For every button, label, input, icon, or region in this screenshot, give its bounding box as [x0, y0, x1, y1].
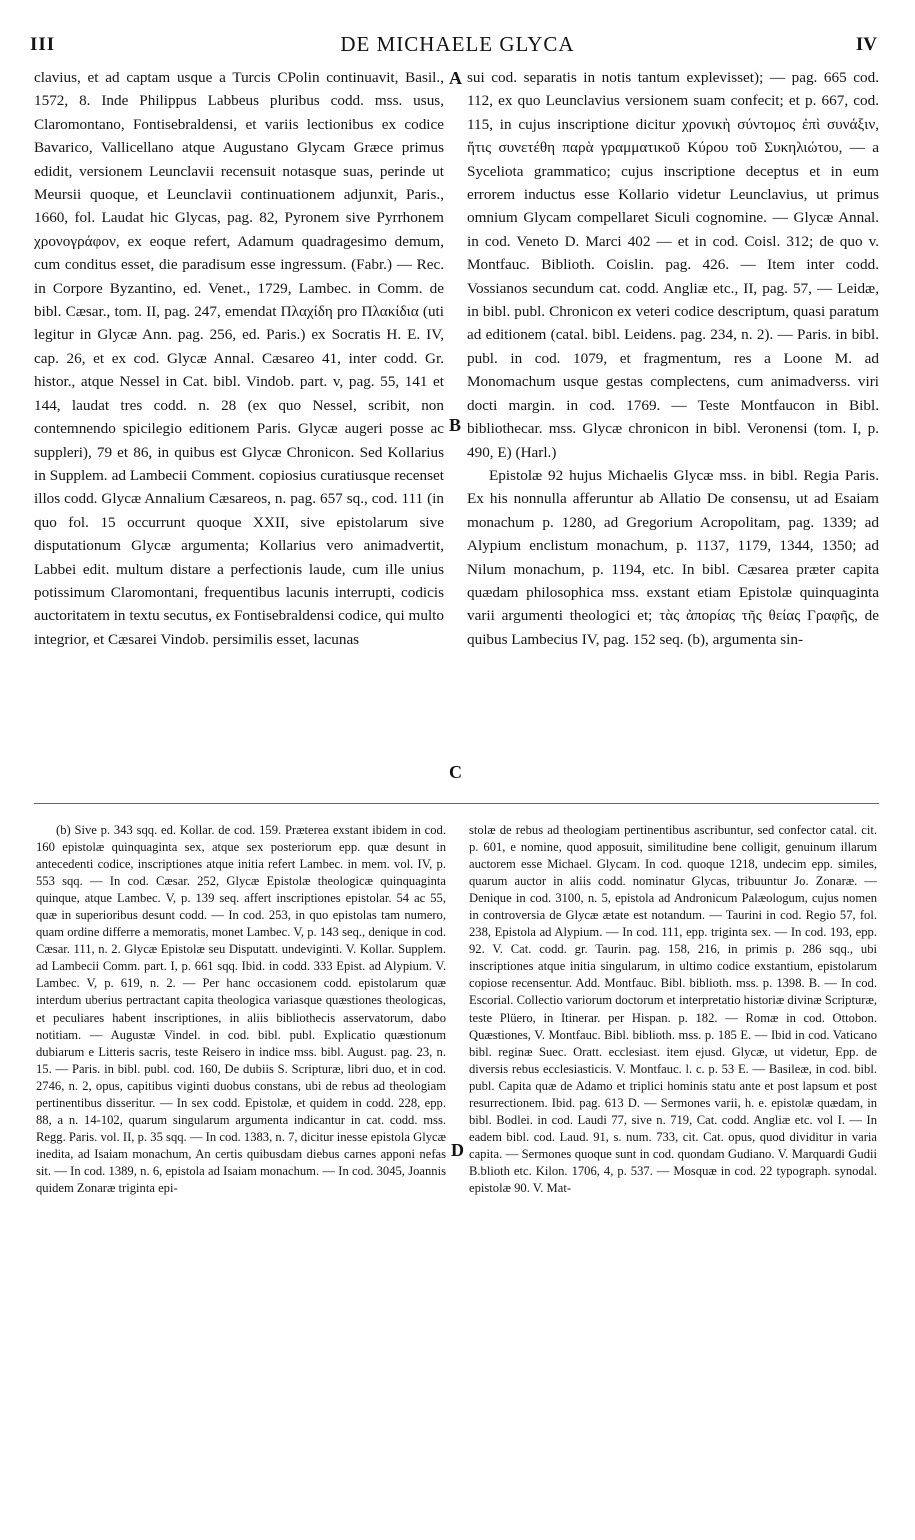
- page-number-left: III: [30, 34, 56, 55]
- body-paragraph: clavius, et ad captam usque a Turcis CPolin continuavit, Basil., 1572, 8. Inde Philippus Labbeus pluribus codd. mss. usus, Claromontano, Fontisebraldensi, et variis lectionibus ex codice Bavarico, Vallicellano atque Augustano Glycam Græce primus edidit, versionem Leunclavii recensuit notasque suas, perinde ut Meursii quoque, et Leunclavii continuationem adjunxit, Paris., 1660, fol. Laudat hic Glycas, pag. 82, Pyronem sive Pyrrhonem χρονογράφον, ex eoque refert, Adamum quadragesimo demum, cum conditus esset, die paradisum esse ingressum. (Fabr.) — Rec. in Corpore Byzantino, ed. Venet., 1729, Lambec. in Comm. de bibl. Cæsar., tom. II, pag. 247, emendat Πλαχίδη pro Πλακίδια (uti legitur in Glycæ Ann. pag. 256, ed. Paris.) ex Socratis H. E. IV, cap. 26, et ex cod. Glycæ Annal. Cæsareo 41, inter codd. Gr. histor., atque Nessel in Cat. bibl. Vindob. part. v, pag. 55, 141 et 144, laudat tres codd. n. 28 (ex quo Nessel, scribit, non contemnendo spicilegio editionem Paris. Glycæ augeri posse ac suppleri), 79 et 86, in quibus est Glycæ Chronicon. Sed Kollarius in Supplem. ad Lambecii Comment. copiosius curatiusque recenset illos codd. Glycæ Annalium Cæsareos, n. pag. 657 sq., cod. 111 (in quo fol. 15 occurrunt quoque XXII, sive epistolarum sive disputationum Glycæ argumenta; Kollarius vero animadvertit, Labbei edit. multum distare a perfectionis laude, cum ille unius potissimum Claromontani, frequentibus lacunis interrupti, codicis auctoritatem in textu secutus, ex Fontisebraldensi codice, qui multo integrior, et Cæsarei Vindob. persimilis esset, lacunas: [34, 69, 444, 648]
- running-title: DE MICHAELE GLYCA: [340, 32, 575, 56]
- body-paragraph: Epistolæ 92 hujus Michaelis Glycæ mss. in bibl. Regia Paris. Ex his nonnulla afferuntur ab Allatio De consensu, ut ad Esaiam monachum p. 1280, ad Gregorium Acropolitam, pag. 1339; ad Alypium enclistum monachum, p. 1137, 1179, 1344, 1350; ad Nilum monachum, p. 1194, etc. In bibl. Cæsarea præter capita quædam philosophica mss. exstant etiam Epistolæ quinquaginta varii argumenti theologici et; τὰς ἀπορίας τῆς θείας Γραφῆς, de quibus Lambecius IV, pag. 152 seq. (b), argumenta sin-: [467, 466, 879, 648]
- footnote-divider: [34, 803, 879, 804]
- footnote-column-right: [469, 822, 877, 1197]
- margin-letter-b: B: [449, 415, 462, 435]
- margin-letter-c: C: [449, 762, 462, 782]
- footnote-paragraph: stolæ de rebus ad theologiam pertinentibus ascribuntur, sed confector catal. cit. p. 601, e nomine, quod apposuit, similitudine bene colligit, genuinum illarum auctorem esse Michael. Glycam. In cod. quoque 1218, undecim epp. similes, quarum auctor in aliis codd. nominatur Glycas, tribuuntur Jo. Zonaræ. — Denique in cod. 3100, n. 5, epistola ad Andronicum Palæologum, cujus nomen in controversia de Glycæ ætate est notandum. — Taurini in cod. Regio 57, fol. 238, Epistola ad Alypium. — In cod. 111, epp. triginta sex. — In cod. 193, epp. 92. V. Cat. codd. gr. Taurin. pag. 158, 216, in primis p. 286 sqq., ubi inscriptiones atque initia singularum, in ultimo codice exstantium, epistolarum copiose recensentur. Add. Montfauc. Bibl. biblioth. mss. p. 1398. B. — In cod. Escorial. Collectio variorum doctorum et interpretatio historiæ divinæ Scripturæ, teste Plüero, in Itinerar. per Hispan. p. 182. — Romæ in cod. Ottobon. Quæstiones, V. Montfauc. Bibl. biblioth. mss. p. 185 E. — Ibid in cod. Vaticano bibl. reginæ Suec. Oratt. ecclesiast. item ejusd. Glycæ, ut videtur, Epp. de diversis rebus ecclesiasticis. V. Montfauc. l. c. p. 53 E. — Basileæ, in cod. bibl. publ. Capita quæ de Adamo et triplici hominis statu ante et post lapsum et post resurrectionem. Ibid. pag. 613 D. — Sermones varii, h. e. epistolæ quædam, in bibl. Bodlei. in cod. Laudi 77, sive n. 719, Cat. codd. Angliæ etc. vol I. — In eadem bibl. cod. Laud. 91, s. num. 733, cit. Cat. opus, quod dividitur in varia capita. — Sermones quoque sunt in cod. quondam Gudiano. V. Marquardi Gudii B.blioth etc. Kilon. 1706, 4, p. 537. — Mosquæ in cod. 22 typograph. synodal. epistolæ 90. V. Mat-: [469, 823, 877, 1195]
- running-header: [0, 30, 915, 64]
- margin-letter-a: A: [449, 68, 462, 88]
- footnote-paragraph: (b) Sive p. 343 sqq. ed. Kollar. de cod. 159. Præterea exstant ibidem in cod. 160 epistolæ quinquaginta sex, atque sex posteriorum epp. quæ desunt in antecedenti codice, inscriptiones atque initia refert Lambec. in mem. vol. IV, p. 553 sqq. — In cod. Cæsar. 252, Glycæ Epistolæ theologicæ quinquaginta quinque, atque Lambec. V, p. 139 seq. affert inscriptiones epistolar. 54 ac 55, quæ in superioribus desunt codd. — In cod. 253, in quo epistolas tam numero, quam ordine differre a memoratis, monet Lambec. V, p. 143 seq., denique in cod. Cæsar. 111, n. 2. Glycæ Epistolæ seu Disputatt. undeviginti. V. Kollar. Supplem. ad Lambecii Comm. part. I, p. 661 sqq. Ibid. in codd. 333 Epist. ad Alypium. V. Lambec. V, p. 619, n. 2. — Per hanc occasionem codd. epistolarum quæ interdum uberius pertractant capita theologica variasque quæstiones theologicas, et peculiares habent inscriptiones, in aliis bibliothecis asservatorum, dabo notitiam. — Augustæ Vindel. in cod. bibl. publ. Explicatio quæstionum dubiarum e Litteris sacris, teste Reisero in indice mss. bibl. August. pag. 23, n. 15. — Paris. in bibl. publ. cod. 160, De dubiis S. Scripturæ, libri duo, et in cod. 2746, n. 2, opus, capitibus viginti duobus constans, ubi de rebus ad theologiam pertinentibus disseritur. — In sex codd. Epistolæ, et quidem in codd. 228, epp. 88, a n. 14-102, quarum singularum argumenta indicantur in cat. codd. mss. Regg. Paris. vol. II, p. 35 sqq. — In cod. 1383, n. 7, dicitur inesse epistola Glycæ inedita, ad Isaiam monachum, An certis quibusdam diebus carnes apponi nefas sit. — In cod. 1389, n. 6, epistola ad Isaiam monachum. — In cod. 3045, Joannis quidem Zonaræ triginta epi-: [36, 823, 446, 1195]
- body-column-right: [467, 66, 879, 651]
- footnote-column-left: [36, 822, 446, 1197]
- page-number-right: IV: [855, 34, 877, 55]
- margin-letter-d: D: [451, 1140, 464, 1160]
- body-column-left: [34, 66, 444, 651]
- body-paragraph: sui cod. separatis in notis tantum explevisset); — pag. 665 cod. 112, ex quo Leunclavius versionem suam confecit; et p. 667, cod. 115, in cujus inscriptione dicitur χρονικὴ σύντομος ἐπὶ συνάξιν, ἥτις συνετέθη παρὰ γραμματικοῦ Κύρου τοῦ Συκηλιώτου, — a Syceliota grammatico; cujus inscriptione deceptus et in eum errorem inductus esse Kollario videtur Leunclavius, ut primus omnium Glycam compellaret Siculi cognomine. — Glycæ Annal. in cod. Veneto D. Marci 402 — et in cod. Coisl. 312; de quo v. Montfauc. Biblioth. Coislin. pag. 426. — Item inter codd. Vossianos secundum cat. codd. Angliæ etc., II, pag. 57, — Leidæ, in bibl. publ. Chronicon ex veteri codice descriptum, quasi paratum ad editionem (catal. bibl. Leidens. pag. 234, n. 2). — Paris. in bibl. publ. in cod. 1079, et fragmentum, res a Loone M. ad Monomachum usque gestas complectens, cum animadverss. viri docti margin. in cod. 1769. — Teste Montfaucon in Bibl. bibliothecar. mss. Glycæ chronicon in bibl. Veronensi (tom. I, p. 490, E) (Harl.): [467, 69, 879, 461]
